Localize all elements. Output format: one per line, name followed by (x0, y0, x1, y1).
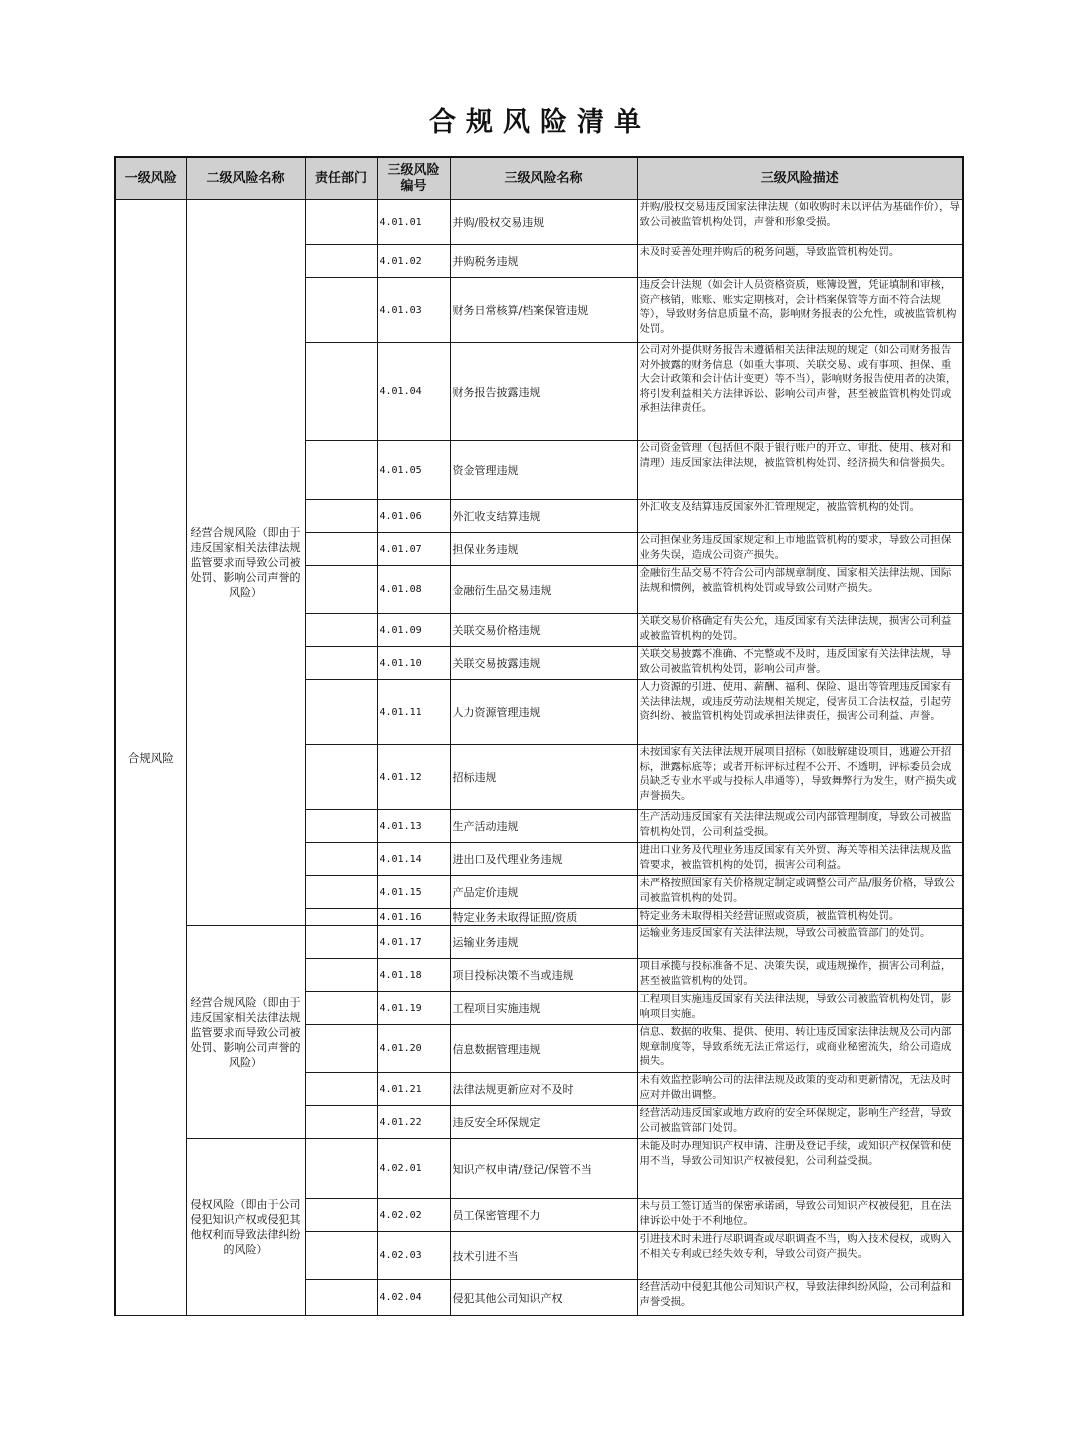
dept-cell (305, 959, 377, 992)
risk-desc-cell: 未与员工签订适当的保密承诺函，导致公司知识产权被侵犯，且在法律诉讼中处于不利地位。 (637, 1199, 963, 1232)
risk-code-cell: 4.01.17 (377, 926, 450, 959)
dept-cell (305, 647, 377, 680)
risk-desc-cell: 工程项目实施违反国家有关法律法规，导致公司被监管机构处罚，影响项目实施。 (637, 992, 963, 1025)
risk-name-cell: 违反安全环保规定 (450, 1106, 637, 1139)
risk-desc-cell: 并购/股权交易违反国家法律法规（如收购时未以评估为基础作价），导致公司被监管机构处罚，声誉和形象受损。 (637, 200, 963, 245)
dept-cell (305, 441, 377, 500)
risk-desc-cell: 经营活动中侵犯其他公司知识产权，导致法律纠纷风险，公司利益和声誉受损。 (637, 1280, 963, 1316)
risk-desc-cell: 未有效监控影响公司的法律法规及政策的变动和更新情况，无法及时应对并做出调整。 (637, 1073, 963, 1106)
risk-code-cell: 4.01.07 (377, 533, 450, 566)
dept-cell (305, 992, 377, 1025)
dept-cell (305, 909, 377, 926)
header-row (115, 157, 963, 200)
dept-cell (305, 843, 377, 876)
risk-code-cell: 4.02.04 (377, 1280, 450, 1316)
risk-code-cell: 4.01.20 (377, 1025, 450, 1073)
risk-name-cell: 并购税务违规 (450, 245, 637, 278)
risk-code-cell: 4.01.06 (377, 500, 450, 533)
risk-name-cell: 财务报告披露违规 (450, 343, 637, 441)
risk-code-cell: 4.01.01 (377, 200, 450, 245)
level2-risk-cell: 侵权风险（即由于公司侵犯知识产权或侵犯其他权利而导致法律纠纷的风险） (186, 1139, 305, 1316)
dept-cell (305, 200, 377, 245)
risk-code-cell: 4.01.11 (377, 680, 450, 745)
risk-name-cell: 工程项目实施违规 (450, 992, 637, 1025)
dept-cell (305, 533, 377, 566)
risk-desc-cell: 金融衍生品交易不符合公司内部规章制度、国家相关法律法规、国际法规和惯例，被监管机构处罚或导致公司财产损失。 (637, 566, 963, 614)
dept-cell (305, 500, 377, 533)
risk-desc-cell: 公司对外提供财务报告未遵循相关法律法规的规定（如公司财务报告对外披露的财务信息（如重大事项、关联交易、或有事项、担保、重大会计政策和会计估计变更）等不当），影响财务报告使用者的决策，将引发利益相关方法律诉讼、影响公司声誉，甚至被监管机构处罚或承担法律责任。 (637, 343, 963, 441)
risk-code-cell: 4.01.12 (377, 745, 450, 810)
header-level3-code (377, 157, 450, 200)
risk-code-cell: 4.01.18 (377, 959, 450, 992)
risk-desc-cell: 引进技术时未进行尽职调查或尽职调查不当，购入技术侵权，或购入不相关专利或已经失效专利，导致公司资产损失。 (637, 1232, 963, 1280)
risk-code-cell: 4.01.22 (377, 1106, 450, 1139)
risk-desc-cell: 经营活动违反国家或地方政府的安全环保规定，影响生产经营，导致公司被监管部门处罚。 (637, 1106, 963, 1139)
risk-code-cell: 4.01.21 (377, 1073, 450, 1106)
dept-cell (305, 566, 377, 614)
risk-name-cell: 人力资源管理违规 (450, 680, 637, 745)
dept-cell (305, 1232, 377, 1280)
risk-desc-cell: 未能及时办理知识产权申请、注册及登记手续，或知识产权保管和使用不当，导致公司知识产权被侵犯，公司利益受损。 (637, 1139, 963, 1199)
risk-name-cell: 知识产权申请/登记/保管不当 (450, 1139, 637, 1199)
risk-desc-cell: 生产活动违反国家有关法律法规或公司内部管理制度，导致公司被监管机构处罚，公司利益受损。 (637, 810, 963, 843)
table-body (115, 200, 963, 1316)
risk-desc-cell: 未按国家有关法律法规开展项目招标（如肢解建设项目，逃避公开招标，泄露标底等；或者开标评标过程不公开、不透明，评标委员会成员缺乏专业水平或与投标人串通等），导致舞弊行为发生，财产损失或声誉损失。 (637, 745, 963, 810)
dept-cell (305, 343, 377, 441)
dept-cell (305, 1139, 377, 1199)
risk-name-cell: 技术引进不当 (450, 1232, 637, 1280)
risk-desc-cell: 未严格按照国家有关价格规定制定或调整公司产品/服务价格，导致公司被监管机构的处罚。 (637, 876, 963, 909)
risk-code-cell: 4.01.10 (377, 647, 450, 680)
risk-code-cell: 4.01.16 (377, 909, 450, 926)
risk-desc-cell: 特定业务未取得相关经营证照或资质，被监管机构处罚。 (637, 909, 963, 926)
dept-cell (305, 245, 377, 278)
risk-code-cell: 4.01.05 (377, 441, 450, 500)
risk-name-cell: 担保业务违规 (450, 533, 637, 566)
table-row (115, 926, 963, 959)
risk-name-cell: 外汇收支结算违规 (450, 500, 637, 533)
dept-cell (305, 680, 377, 745)
dept-cell (305, 876, 377, 909)
dept-cell (305, 278, 377, 343)
risk-name-cell: 法律法规更新应对不及时 (450, 1073, 637, 1106)
header-level3-code-line1: 三级风险 (387, 162, 440, 178)
page-title: 合规风险清单 (429, 107, 651, 138)
risk-desc-cell: 关联交易价格确定有失公允，违反国家有关法律法规，损害公司利益或被监管机构的处罚。 (637, 614, 963, 647)
risk-desc-cell: 外汇收支及结算违反国家外汇管理规定，被监管机构的处罚。 (637, 500, 963, 533)
risk-name-cell: 运输业务违规 (450, 926, 637, 959)
risk-name-cell: 员工保密管理不力 (450, 1199, 637, 1232)
risk-code-cell: 4.01.14 (377, 843, 450, 876)
dept-cell (305, 745, 377, 810)
risk-desc-cell: 违反会计法规（如会计人员资格资质，账簿设置，凭证填制和审核，资产核销，账账、账实定期核对，会计档案保管等方面不符合法规等），导致财务信息质量不高，影响财务报表的公允性，或被监管机构处罚。 (637, 278, 963, 343)
risk-desc-cell: 关联交易披露不准确、不完整或不及时，违反国家有关法律法规，导致公司被监管机构处罚，影响公司声誉。 (637, 647, 963, 680)
risk-desc-cell: 项目承揽与投标准备不足、决策失误，或违规操作，损害公司利益，甚至被监管机构的处罚。 (637, 959, 963, 992)
dept-cell (305, 810, 377, 843)
risk-code-cell: 4.01.15 (377, 876, 450, 909)
risk-name-cell: 关联交易披露违规 (450, 647, 637, 680)
risk-desc-cell: 进出口业务及代理业务违反国家有关外贸、海关等相关法律法规及监管要求，被监管机构的处罚，损害公司利益。 (637, 843, 963, 876)
header-level3-desc: 三级风险描述 (637, 157, 963, 200)
risk-name-cell: 侵犯其他公司知识产权 (450, 1280, 637, 1316)
risk-name-cell: 特定业务未取得证照/资质 (450, 909, 637, 926)
risk-desc-cell: 未及时妥善处理并购后的税务问题，导致监管机构处罚。 (637, 245, 963, 278)
risk-name-cell: 并购/股权交易违规 (450, 200, 637, 245)
risk-desc-cell: 信息、数据的收集、提供、使用、转让违反国家法律法规及公司内部规章制度等，导致系统无法正常运行，或商业秘密流失，给公司造成损失。 (637, 1025, 963, 1073)
dept-cell (305, 1199, 377, 1232)
risk-name-cell: 资金管理违规 (450, 441, 637, 500)
risk-name-cell: 进出口及代理业务违规 (450, 843, 637, 876)
risk-code-cell: 4.01.08 (377, 566, 450, 614)
header-level3-name: 三级风险名称 (450, 157, 637, 200)
risk-name-cell: 金融衍生品交易违规 (450, 566, 637, 614)
dept-cell (305, 1280, 377, 1316)
dept-cell (305, 1106, 377, 1139)
risk-name-cell: 招标违规 (450, 745, 637, 810)
risk-desc-cell: 人力资源的引进、使用、薪酬、福利、保险、退出等管理违反国家有关法律法规，或违反劳动法规相关规定，侵害员工合法权益，引起劳资纠纷、被监管机构处罚或承担法律责任，损害公司利益、声誉。 (637, 680, 963, 745)
risk-desc-cell: 公司担保业务违反国家规定和上市地监管机构的要求，导致公司担保业务失误，造成公司资产损失。 (637, 533, 963, 566)
risk-code-cell: 4.01.13 (377, 810, 450, 843)
dept-cell (305, 1073, 377, 1106)
risk-desc-cell: 公司资金管理（包括但不限于银行账户的开立、审批、使用、核对和清理）违反国家法律法规，被监管机构处罚、经济损失和信誉损失。 (637, 441, 963, 500)
dept-cell (305, 614, 377, 647)
level1-risk-cell: 合规风险 (115, 200, 186, 1316)
header-level3-code-line2: 编号 (400, 178, 427, 194)
risk-name-cell: 生产活动违规 (450, 810, 637, 843)
level2-risk-cell: 经营合规风险（即由于违反国家相关法律法规监管要求而导致公司被处罚、影响公司声誉的风险） (186, 926, 305, 1139)
risk-code-cell: 4.01.04 (377, 343, 450, 441)
risk-code-cell: 4.02.02 (377, 1199, 450, 1232)
dept-cell (305, 1025, 377, 1073)
header-dept: 责任部门 (305, 157, 377, 200)
risk-code-cell: 4.01.19 (377, 992, 450, 1025)
dept-cell (305, 926, 377, 959)
risk-name-cell: 产品定价违规 (450, 876, 637, 909)
risk-code-cell: 4.01.09 (377, 614, 450, 647)
risk-name-cell: 关联交易价格违规 (450, 614, 637, 647)
risk-code-cell: 4.01.03 (377, 278, 450, 343)
risk-desc-cell: 运输业务违反国家有关法律法规，导致公司被监管部门的处罚。 (637, 926, 963, 959)
risk-table (114, 156, 964, 1316)
header-level1: 一级风险 (115, 157, 186, 200)
level2-risk-cell: 经营合规风险（即由于违反国家相关法律法规监管要求而导致公司被处罚、影响公司声誉的风险） (186, 200, 305, 926)
risk-code-cell: 4.02.01 (377, 1139, 450, 1199)
risk-code-cell: 4.01.02 (377, 245, 450, 278)
risk-name-cell: 财务日常核算/档案保管违规 (450, 278, 637, 343)
table-row (115, 1139, 963, 1199)
header-level2: 二级风险名称 (186, 157, 305, 200)
table-row (115, 200, 963, 245)
risk-name-cell: 信息数据管理违规 (450, 1025, 637, 1073)
risk-name-cell: 项目投标决策不当或违规 (450, 959, 637, 992)
risk-code-cell: 4.02.03 (377, 1232, 450, 1280)
